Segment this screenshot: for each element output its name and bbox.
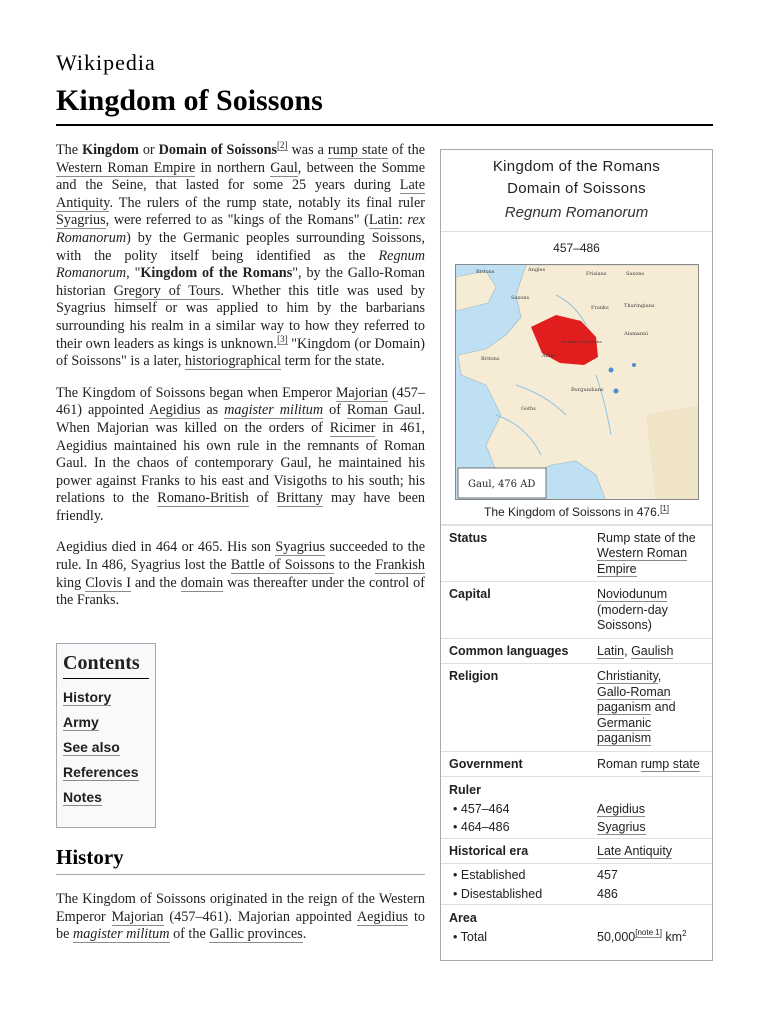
link-brittany[interactable]: Brittany (276, 490, 323, 507)
text: , were referred to as "kings of the Romans" ( (105, 212, 369, 229)
map-label-soissons: Domain of Soissons (561, 339, 602, 344)
toc-item-army[interactable]: Army (63, 714, 99, 730)
superscript: 2 (682, 928, 687, 938)
link-latin[interactable]: Latin (597, 643, 625, 658)
map-image[interactable] (455, 264, 699, 500)
row-capital (441, 581, 712, 638)
label-area: Area (441, 904, 712, 929)
link-latin[interactable]: Latin (368, 212, 399, 229)
value-government (597, 757, 704, 773)
text: to be (56, 908, 425, 943)
infobox-title-line1: Kingdom of the Romans (492, 158, 661, 175)
bold-term: Kingdom (82, 142, 139, 158)
wikipedia-logo[interactable]: Wikipedia (56, 50, 156, 75)
row-area-total (441, 929, 712, 948)
text: of the (387, 142, 425, 158)
paragraph-intro (56, 142, 425, 371)
text: 457–464 (460, 801, 510, 816)
label-total (449, 930, 597, 946)
value-religion (597, 669, 704, 747)
map-label-alans: Alans (541, 353, 556, 359)
history-section (56, 891, 425, 958)
label-ruler-1 (449, 802, 597, 818)
link-late-antiquity[interactable]: Late Antiquity (56, 177, 425, 211)
toc-item-references[interactable]: References (63, 764, 139, 780)
section-heading-history: History (56, 845, 425, 875)
link-magister-militum[interactable]: magister militum (224, 402, 324, 419)
link-germanic-paganism[interactable]: Germanic paganism (597, 715, 652, 745)
label-languages: Common languages (449, 643, 569, 658)
map-label-goths: Goths (520, 406, 536, 412)
value-ruler-2 (597, 820, 704, 836)
label-capital: Capital (449, 587, 491, 601)
text: (modern-day Soissons) (597, 602, 668, 632)
map-svg (456, 265, 699, 500)
article-body (56, 142, 425, 624)
text: 50,000 (597, 929, 636, 944)
text: . (302, 926, 307, 943)
value-era (597, 844, 704, 860)
text: (457–461). Majorian appointed (163, 908, 357, 925)
label-religion: Religion (449, 669, 499, 683)
text: Aegidius died in 464 or 465. His son (56, 539, 276, 556)
link-western-roman-empire[interactable]: Western Roman Empire (597, 546, 688, 576)
bold-term: Kingdom of the Romans (140, 265, 293, 282)
link-western-roman-empire[interactable]: Western Roman Empire (56, 159, 196, 176)
infobox (440, 149, 713, 961)
text: ) by the Germanic peoples surrounding Soissons, with the polity itself being identified as the (56, 229, 425, 264)
link-gregory-of-tours[interactable]: Gregory of Tours (113, 282, 221, 299)
lake (613, 389, 618, 394)
reference-link[interactable]: [2] (277, 140, 288, 151)
label-ruler: Ruler (441, 776, 712, 801)
text: Rump state of the (597, 530, 696, 545)
paragraph-3 (56, 539, 425, 609)
map-label-britons-armorica: Britons (480, 356, 499, 362)
text: and the (130, 574, 181, 591)
page-title: Kingdom of Soissons (56, 84, 713, 126)
link-rump-state[interactable]: rump state (327, 142, 388, 158)
link-gaulish[interactable]: Gaulish (631, 643, 674, 658)
map-label-burgundians: Burgundians (570, 387, 603, 393)
text: as (200, 402, 225, 419)
map-label-saxons-west: Saxons (510, 295, 529, 301)
row-established (441, 863, 712, 886)
link-historiographical[interactable]: historiographical (184, 353, 282, 370)
text: in northern (195, 159, 271, 176)
text: Established (460, 868, 526, 882)
bold-term: Domain of Soissons (158, 142, 278, 158)
link-battle-of-soissons[interactable]: Battle of Soissons (230, 557, 335, 574)
map-label-angles: Angles (527, 267, 545, 273)
reference-link[interactable]: [3] (277, 333, 288, 344)
link-romano-british[interactable]: Romano-British (157, 490, 249, 507)
link-syagrius[interactable]: Syagrius (597, 820, 646, 834)
text: of the (169, 926, 210, 943)
link-aegidius[interactable]: Aegidius (356, 908, 409, 925)
text: The Kingdom of Soissons originated in the reign of the Western Emperor (56, 891, 425, 925)
text: in 461, Aegidius maintained his own rule in the remnants of Roman Gaul. In the chaos of contemporary Gaul, he maintained his power against Franks to his east and Visigoths to his south; his relations to the (56, 419, 425, 507)
row-era (441, 838, 712, 864)
text: The Kingdom of Soissons began when Emperor (56, 384, 336, 401)
label-established (449, 868, 597, 884)
text: or (138, 142, 159, 158)
text: (457–461) appointed (56, 384, 425, 419)
map-label-frisians: Frisians (585, 271, 606, 277)
row-languages (441, 638, 712, 664)
text: . Whether this title was used by Syagrius himself or was applied to him by the barbarians surrounding his realm in a similar way to how they referred to their own leaders as kings is unknown. (56, 282, 425, 352)
value-status (597, 531, 704, 578)
text: was thereafter under the control of the Franks. (56, 574, 425, 609)
text: ", by the Gallo-Roman historian (56, 265, 425, 299)
text: : (398, 212, 408, 229)
map-label-saxons-east: Saxons (625, 271, 644, 277)
link-aegidius[interactable]: Aegidius (149, 402, 201, 419)
text: , " (126, 265, 141, 282)
link-late-antiquity[interactable]: Late Antiquity (597, 843, 673, 858)
paragraph-history (56, 891, 425, 944)
value-total (597, 930, 704, 946)
row-government (441, 751, 712, 777)
bullet: • (453, 929, 458, 944)
link-gallo-roman-paganism[interactable]: Gallo-Roman paganism (597, 684, 671, 714)
map-caption (441, 505, 712, 525)
label-government: Government (449, 756, 523, 771)
text: . The rulers of the rump state, notably its final ruler (109, 194, 425, 211)
bullet: • (453, 886, 458, 901)
map-label-franks: Franks (590, 305, 609, 311)
toc-item-notes[interactable]: Notes (63, 789, 102, 805)
bullet: • (453, 868, 458, 882)
link-christianity[interactable]: Christianity (597, 669, 658, 683)
infobox-title-line2: Domain of Soissons (507, 180, 646, 197)
text: term for the state. (281, 353, 385, 370)
map-label-alamanni: Alamanni (623, 331, 648, 337)
value-established: 457 (597, 868, 618, 882)
text: , between the Somme and the Seine, that lasted for some 25 years during (56, 159, 425, 194)
text: . When Majorian was killed on the orders of (56, 402, 426, 436)
link-gallic-provinces[interactable]: Gallic provinces (209, 926, 303, 943)
link-domain[interactable]: domain (180, 574, 224, 591)
text: Total (460, 929, 488, 944)
label-status: Status (449, 530, 488, 545)
link-majorian[interactable]: Majorian (111, 908, 164, 925)
text: to the (334, 557, 376, 574)
row-religion (441, 663, 712, 751)
text: Roman (597, 756, 641, 771)
link-frankish[interactable]: Frankish (375, 557, 425, 574)
caption-text: The Kingdom of Soissons in 476. (483, 505, 661, 519)
toc-item-see-also[interactable]: See also (63, 739, 120, 755)
label-era: Historical era (449, 843, 529, 858)
infobox-native-name: Regnum Romanorum (504, 204, 649, 221)
toc-title: Contents (63, 652, 149, 679)
link-aegidius[interactable]: Aegidius (597, 801, 645, 816)
text: Disestablished (460, 886, 543, 901)
toc-item-history[interactable]: History (63, 689, 112, 705)
link-syagrius[interactable]: Syagrius (56, 212, 106, 229)
text: may have been friendly. (56, 490, 425, 524)
label-ruler-2 (449, 820, 597, 836)
text: and (651, 700, 676, 714)
paragraph-2 (56, 385, 425, 526)
link-rump-state[interactable]: rump state (640, 756, 700, 771)
row-ruler-1 (441, 801, 712, 820)
link-gaul[interactable]: Gaul (270, 159, 298, 176)
table-of-contents (56, 643, 156, 828)
label-disestablished (449, 887, 597, 903)
link-ricimer[interactable]: Ricimer (329, 419, 376, 436)
link-clovis-i[interactable]: Clovis I (85, 574, 131, 591)
bullet: • (453, 801, 458, 816)
text: of (248, 490, 277, 507)
row-disestablished (441, 886, 712, 905)
text: of (323, 402, 347, 419)
italic-term: Regnum Romanorum (56, 247, 425, 282)
text: The (56, 142, 83, 158)
italic-term: rex Romanorum (56, 212, 425, 246)
link-noviodunum[interactable]: Noviodunum (597, 587, 668, 601)
text: 464–486 (460, 820, 510, 834)
text: km (665, 929, 683, 944)
value-ruler-1 (597, 802, 704, 818)
lake (608, 368, 613, 373)
map-label-thuringians: Thuringians (623, 303, 655, 309)
text: king (56, 574, 86, 591)
text: , (657, 669, 662, 683)
row-ruler-2 (441, 819, 712, 838)
text: succeeded to the rule. In 486, Syagrius lost the (56, 539, 425, 574)
row-status (441, 525, 712, 582)
infobox-title (441, 156, 712, 200)
map-legend: Gaul, 476 AD (467, 479, 535, 490)
link-magister-militum[interactable]: magister militum (72, 926, 170, 943)
bullet: • (453, 820, 458, 834)
reference-link[interactable]: [1] (660, 504, 669, 513)
note-link[interactable]: [note 1] (635, 928, 662, 938)
value-capital (597, 587, 704, 634)
map-label-britons: Britons (475, 269, 494, 275)
value-disestablished: 486 (597, 886, 618, 901)
text: was a (287, 142, 328, 158)
infobox-dates: 457–486 (441, 231, 712, 257)
link-syagrius[interactable]: Syagrius (275, 539, 326, 556)
lake (632, 363, 636, 367)
value-languages (597, 644, 704, 660)
text: , (624, 643, 632, 658)
link-roman-gaul[interactable]: Roman Gaul (346, 402, 422, 419)
link-majorian[interactable]: Majorian (335, 384, 388, 401)
text: "Kingdom (or Domain) of Soissons" is a later, (56, 335, 425, 370)
